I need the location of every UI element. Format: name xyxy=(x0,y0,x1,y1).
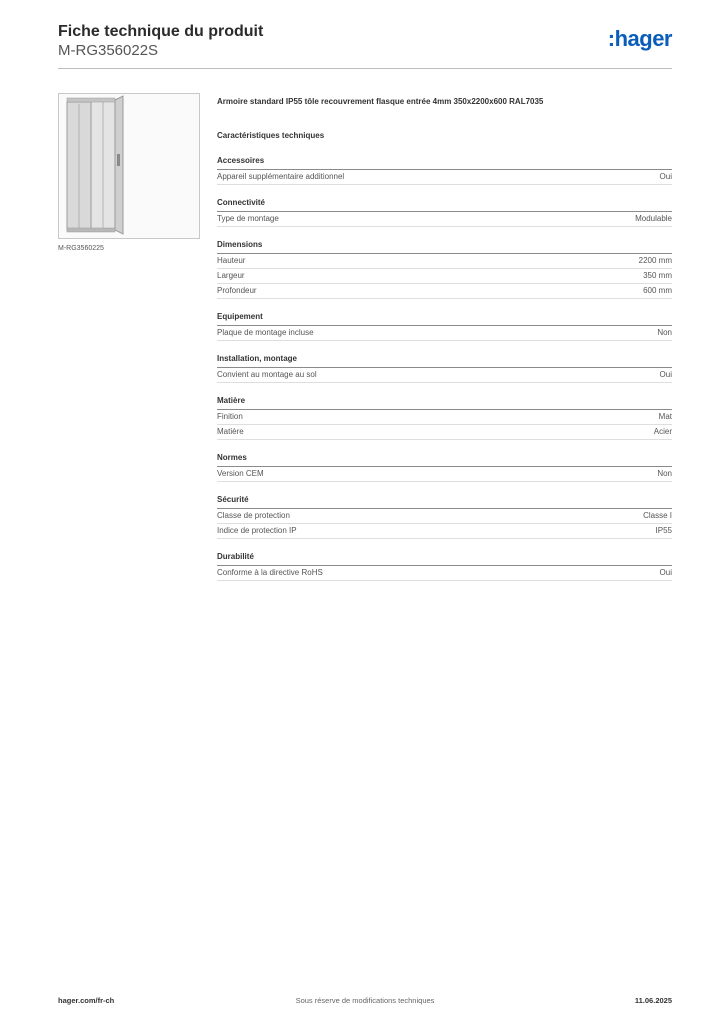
spec-label: Conforme à la directive RoHS xyxy=(217,568,323,577)
group-title: Durabilité xyxy=(217,551,672,566)
group-title: Sécurité xyxy=(217,494,672,509)
spec-label: Classe de protection xyxy=(217,511,290,520)
spec-value: Non xyxy=(657,328,672,337)
spec-row xyxy=(217,170,672,185)
spec-label: Plaque de montage incluse xyxy=(217,328,314,337)
spec-group xyxy=(217,452,672,482)
spec-row xyxy=(217,326,672,341)
spec-row xyxy=(217,410,672,425)
specifications xyxy=(217,93,672,581)
spec-label: Type de montage xyxy=(217,214,279,223)
spec-group xyxy=(217,311,672,341)
spec-value: Oui xyxy=(659,568,672,577)
footer-website-link[interactable]: hager.com/fr-ch xyxy=(58,996,115,1005)
spec-value: Modulable xyxy=(635,214,672,223)
spec-label: Matière xyxy=(217,427,244,436)
spec-value: Mat xyxy=(658,412,672,421)
group-title: Normes xyxy=(217,452,672,467)
footer-disclaimer: Sous réserve de modifications techniques xyxy=(295,996,435,1005)
section-title: Caractéristiques techniques xyxy=(217,131,325,140)
page-header xyxy=(58,20,672,68)
spec-row xyxy=(217,524,672,539)
spec-value: 600 mm xyxy=(643,286,672,295)
spec-row xyxy=(217,284,672,299)
spec-row xyxy=(217,566,672,581)
spec-value: 2200 mm xyxy=(638,256,672,265)
spec-label: Convient au montage au sol xyxy=(217,370,317,379)
spec-value: Oui xyxy=(659,172,672,181)
spec-row xyxy=(217,467,672,482)
spec-value: Acier xyxy=(653,427,672,436)
spec-group xyxy=(217,239,672,299)
spec-value: 350 mm xyxy=(643,271,672,280)
spec-group xyxy=(217,197,672,227)
page-title: Fiche technique du produit xyxy=(58,23,264,40)
spec-value: Non xyxy=(657,469,672,478)
spec-group xyxy=(217,551,672,581)
spec-row xyxy=(217,368,672,383)
hager-logo: :hager xyxy=(607,26,672,51)
spec-label: Profondeur xyxy=(217,286,257,295)
group-title: Accessoires xyxy=(217,155,672,170)
product-reference: M-RG356022S xyxy=(58,42,159,59)
header-divider xyxy=(58,68,672,69)
page-footer xyxy=(58,996,672,1010)
spec-group xyxy=(217,494,672,539)
group-title: Installation, montage xyxy=(217,353,672,368)
spec-group xyxy=(217,353,672,383)
spec-row xyxy=(217,269,672,284)
spec-value: Oui xyxy=(659,370,672,379)
spec-value: IP55 xyxy=(655,526,672,535)
spec-row xyxy=(217,509,672,524)
cabinet-illustration xyxy=(59,94,199,238)
spec-label: Indice de protection IP xyxy=(217,526,297,535)
spec-group xyxy=(217,395,672,440)
product-image xyxy=(58,93,200,239)
group-title: Equipement xyxy=(217,311,672,326)
group-title: Matière xyxy=(217,395,672,410)
spec-row xyxy=(217,212,672,227)
spec-value: Classe I xyxy=(643,511,672,520)
spec-label: Largeur xyxy=(217,271,245,280)
spec-row xyxy=(217,425,672,440)
spec-label: Hauteur xyxy=(217,256,246,265)
footer-date: 11.06.2025 xyxy=(634,996,672,1005)
spec-label: Version CEM xyxy=(217,469,264,478)
image-caption: M-RG3560225 xyxy=(58,245,104,252)
spec-label: Finition xyxy=(217,412,243,421)
product-description: Armoire standard IP55 tôle recouvrement flasque entrée 4mm 350x2200x600 RAL7035 xyxy=(217,97,544,106)
spec-group xyxy=(217,155,672,185)
group-title: Dimensions xyxy=(217,239,672,254)
spec-label: Appareil supplémentaire additionnel xyxy=(217,172,345,181)
spec-row xyxy=(217,254,672,269)
group-title: Connectivité xyxy=(217,197,672,212)
